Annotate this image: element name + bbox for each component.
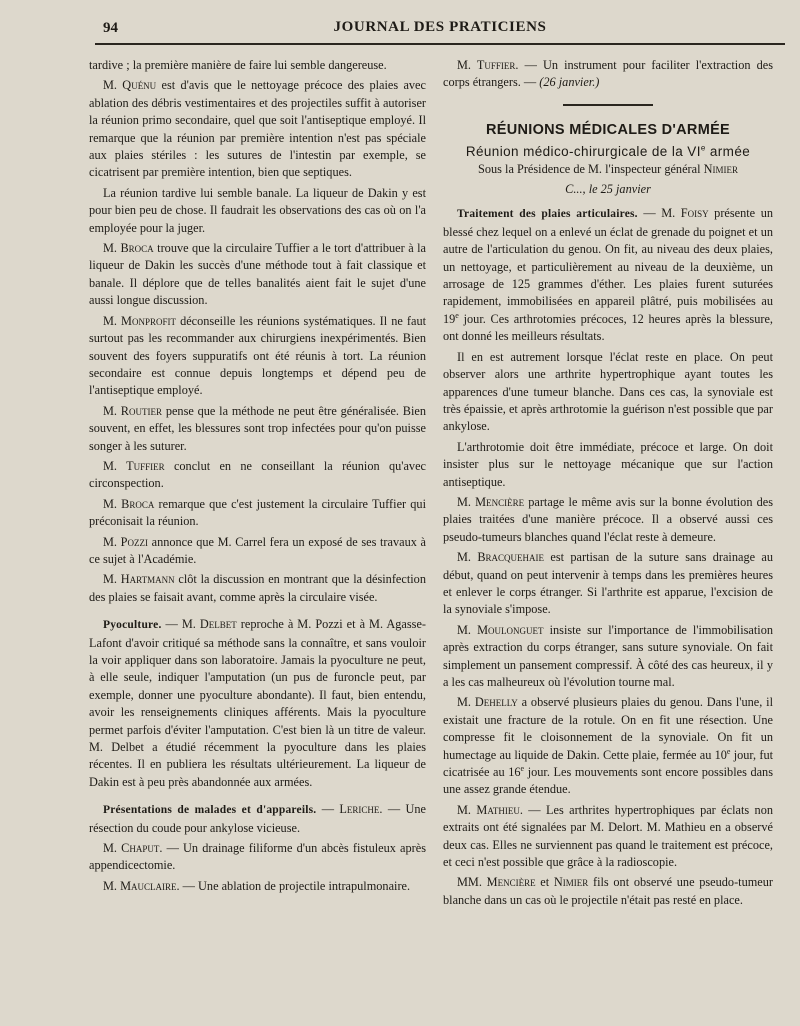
- paragraph: M. Mauclaire. — Une ablation de projectile intrapulmonaire.: [103, 878, 411, 893]
- paragraph: M. Mencière partage le même avis sur la bonne évolution des plaies traitées d'une manière précoce. Il a observé aussi ces pseudo-tumeurs blanches quand l'éclat reste à demeure.: [443, 494, 774, 544]
- speaker-name: M. Chaput: [103, 841, 160, 856]
- speaker-name: M. Tuffier: [457, 58, 516, 72]
- speaker-name: Delbet: [199, 617, 237, 632]
- speaker-name: M. Mauclaire: [103, 878, 177, 893]
- paragraph: M. Monprofit déconseille les réunions systématiques. Il ne faut surtout pas les recommander aux chirurgiens inexpérimentés. Bien souvent des foyers suppuratifs ont été réunis à tort. La réunion secondaire est connue depuis longtemps et dépend peu de l'antiseptique employé.: [89, 313, 427, 398]
- paragraph: M. Tuffier. — Un instrument pour faciliter l'extraction des corps étrangers. — (26 janvier.): [443, 58, 773, 90]
- paragraph: Présentations de malades et d'appareils. — Leriche. — Une résection du coude pour ankylose vicieuse.: [89, 802, 426, 835]
- speaker-name: M. Bracquehaie: [457, 550, 545, 565]
- speaker-name: M. Tuffier: [103, 458, 165, 473]
- speaker-name: M. Mathieu: [457, 802, 520, 817]
- paragraph: M. Mathieu. — Les arthrites hypertrophiques par éclats non extraits ont été signalées par M. Delort. M. Mathieu en a observé deux cas. Elles ne surviennent pas quand le traitement est précoce, et ceci n'est possible que grâce à la radioscopie.: [443, 802, 773, 870]
- section-subtitle: Réunion médico-chirurgicale de la VIe armée: [465, 143, 751, 160]
- location-date: C..., le 25 janvier: [565, 182, 651, 197]
- speaker-name: M. Quénu: [103, 78, 157, 93]
- speaker-name: Foisy: [680, 206, 709, 221]
- left-column: [89, 57, 426, 898]
- speaker-name: M. Mencière: [457, 494, 525, 509]
- speaker-name: M. Pozzi: [103, 534, 148, 549]
- paragraph: M. Hartmann clôt la discussion en montrant que la désinfection des plaies se faisait avant, comme après la circulaire visée.: [89, 572, 426, 604]
- paragraph: Traitement des plaies articulaires. — M. Foisy présente un blessé chez lequel on a enlevé un éclat de grenade du poignet et un autre de l'articulation du genou. On fit, au niveau des deux plaies, un nettoyage, et particulièrement au niveau de la deuxième, un arrosage de 125 grammes d'éther. Les plaies furent suturées rapidement, immobilisées en appareil plâtré, puis mobilisées au 19e jour. Ces arthrotomies précoces, 12 heures après la blessure, ont donné les meilleurs résultats.: [443, 206, 773, 344]
- speaker-name: M. Dehelly: [457, 695, 518, 710]
- speaker-name: M. Moulonguet: [457, 622, 544, 637]
- speaker-name: Leriche: [339, 802, 380, 817]
- speaker-name: Mencière: [486, 875, 536, 890]
- rubric-heading: Pyoculture.: [103, 619, 162, 632]
- paragraph: M. Moulonguet insiste sur l'importance de l'immobilisation après extraction du corps étranger, sans suture synoviale. On fait simplement un pansement compressif. À côté des cas heureux, il y a les cas malheureux où l'évolution tourne mal.: [443, 622, 773, 689]
- paragraph: M. Pozzi annonce que M. Carrel fera un exposé de ses travaux à ce sujet à l'Académie.: [89, 534, 426, 566]
- paragraph: MM. Mencière et Nimier fils ont observé une pseudo-tumeur blanche dans un cas où le projectile n'était pas resté en place.: [443, 875, 773, 907]
- paragraph: Il en est autrement lorsque l'éclat reste en place. On peut observer alors une arthrite hypertrophique ayant toutes les apparences d'une tumeur blanche. Dans ces cas, la synoviale est très épaissie, et après arthrotomie la guérison n'est possible que par ankylose.: [443, 349, 773, 434]
- speaker-name: M. Hartmann: [103, 572, 175, 587]
- rubric-heading: Traitement des plaies articulaires.: [457, 208, 638, 221]
- speaker-name: M. Broca: [103, 241, 154, 256]
- journal-title: JOURNAL DES PRATICIENS: [333, 19, 547, 35]
- page-header: [95, 18, 785, 40]
- paragraph: La réunion tardive lui semble banale. La liqueur de Dakin y est pour bien peu de chose. Il faudrait les observations des cas où on l'a employée pour la juger.: [89, 185, 426, 235]
- speaker-name: Nimier: [553, 875, 589, 890]
- paragraph: M. Broca trouve que la circulaire Tuffier a le tort d'attribuer à la liqueur de Dakin les succès d'une méthode tout à fait classique et banale. Il déplore que de telles banalités aient fait le sujet d'une aussi longue discussion.: [89, 241, 426, 308]
- paragraph: M. Chaput. — Un drainage filiforme d'un abcès fistuleux après appendicectomie.: [89, 841, 426, 873]
- paragraph: M. Quénu est d'avis que le nettoyage précoce des plaies avec ablation des débris vestimentaires et des projectiles suffit à autoriser la réunion primo secondaire, quel que soit l'antiseptique employé. Il remarque que la réunion par première intention n'est pas spéciale aux plaies stériles : les sutures de l'intestin par exemple, se cicatrisent par première intention, bien que septiques.: [89, 78, 426, 180]
- rubric-heading: Présentations de malades et d'appareils.: [103, 804, 317, 817]
- paragraph: Pyoculture. — M. Delbet reproche à M. Pozzi et à M. Agasse-Lafont d'avoir critiqué sa méthode sans la connaître, et sans vouloir la voir appliquer dans son laboratoire. Jamais la pyoculture ne peut, à elle seule, indiquer l'amputation (un pus de furoncle peut, par exemple, donner une pyoculture abondante). Il faut, bien entendu, avoir les renseignements cliniques afférents. Mais la pyoculture permet parfois d'éviter l'amputation. C'est bien là un titre de valeur. M. Delbet a étudié récemment la pyoculture dans les plaies récentes. Il en publiera les résultats ultérieurement. La liqueur de Dakin est à peu près abandonnée aux armées.: [89, 617, 426, 789]
- page-number: 94: [103, 20, 118, 36]
- section-title: RÉUNIONS MÉDICALES D'ARMÉE: [485, 121, 731, 138]
- header-rule: [95, 43, 785, 45]
- section-divider: [563, 104, 653, 106]
- paragraph: M. Tuffier conclut en ne conseillant la réunion qu'avec circonspection.: [89, 458, 426, 491]
- speaker-name: M. Routier: [103, 403, 163, 418]
- paragraph: M. Broca remarque que c'est justement la circulaire Tuffier qui préconisait la réunion.: [89, 496, 426, 529]
- session-date: (26 janvier.): [539, 75, 600, 90]
- right-column: [443, 57, 773, 912]
- paragraph: M. Routier pense que la méthode ne peut être généralisée. Bien souvent, en effet, les blessures sont trop infectées pour qu'on puisse songer à les suturer.: [89, 403, 426, 453]
- presidency-line: Sous la Présidence de M. l'inspecteur général Nimier: [478, 161, 738, 176]
- paragraph: tardive ; la première manière de faire lui semble dangereuse.: [89, 58, 387, 72]
- speaker-name: M. Monprofit: [103, 313, 177, 328]
- paragraph: M. Bracquehaie est partisan de la suture sans drainage au début, quand on peut intervenir à temps dans les premières heures et enlever le corps étranger. Si l'arthrite est apparue, l'excision de la synoviale s'impose.: [443, 550, 773, 617]
- paragraph: L'arthrotomie doit être immédiate, précoce et large. On doit insister plus sur le nettoyage mécanique que sur l'action antiseptique.: [443, 439, 773, 489]
- speaker-name: M. Broca: [103, 496, 155, 511]
- paragraph: M. Dehelly a observé plusieurs plaies du genou. Dans l'une, il existait une fracture de la rotule. On en fit une résection. Une compresse fit le cloisonnement de la synoviale. On fit un humectage au liquide de Dakin. Cette plaie, fermée au 10e jour, fut cicatrisée au 16e jour. Les mouvements sont encore possibles dans une assez grande étendue.: [443, 695, 774, 797]
